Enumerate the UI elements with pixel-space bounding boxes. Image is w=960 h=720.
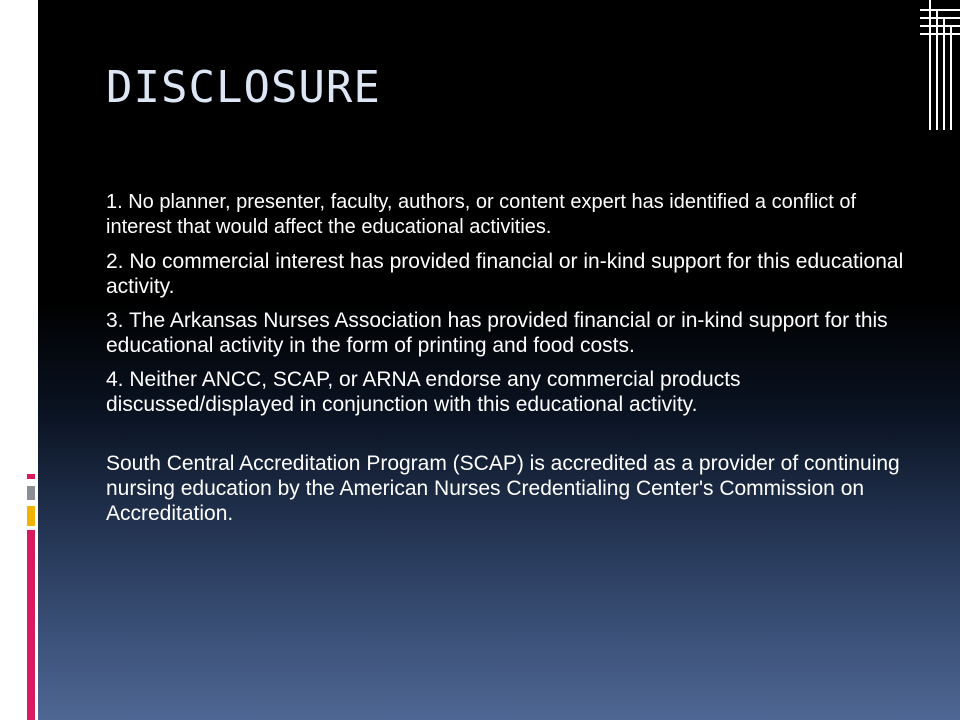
disclosure-item-1: 1. No planner, presenter, faculty, authors, or content expert has identified a conflict of interest that would affect the educational activities. — [106, 191, 857, 238]
disclosure-item-3: 3. The Arkansas Nurses Association has provided financial or in-kind support for this educational activity in the form of printing and food costs. — [106, 309, 888, 357]
left-margin — [0, 0, 38, 720]
slide-body — [106, 190, 906, 535]
decor-bar-gold — [27, 506, 35, 526]
slide-title: DISCLOSURE — [106, 62, 381, 113]
paragraph-spacer — [106, 426, 906, 451]
decor-bar-gray — [27, 486, 35, 500]
corner-decoration — [920, 0, 960, 130]
accreditation-statement: South Central Accreditation Program (SCAP) is accredited as a provider of continuing nursing education by the American Nurses Credentialing Center's Commission on Accreditation. — [106, 452, 900, 525]
decor-bar-pink — [27, 530, 35, 720]
disclosure-item-4: 4. Neither ANCC, SCAP, or ARNA endorse any commercial products discussed/displayed in conjunction with this educational activity. — [106, 368, 741, 416]
decor-bar-pink-top — [27, 474, 35, 479]
disclosure-item-2: 2. No commercial interest has provided financial or in-kind support for this educational activity. — [106, 250, 904, 298]
